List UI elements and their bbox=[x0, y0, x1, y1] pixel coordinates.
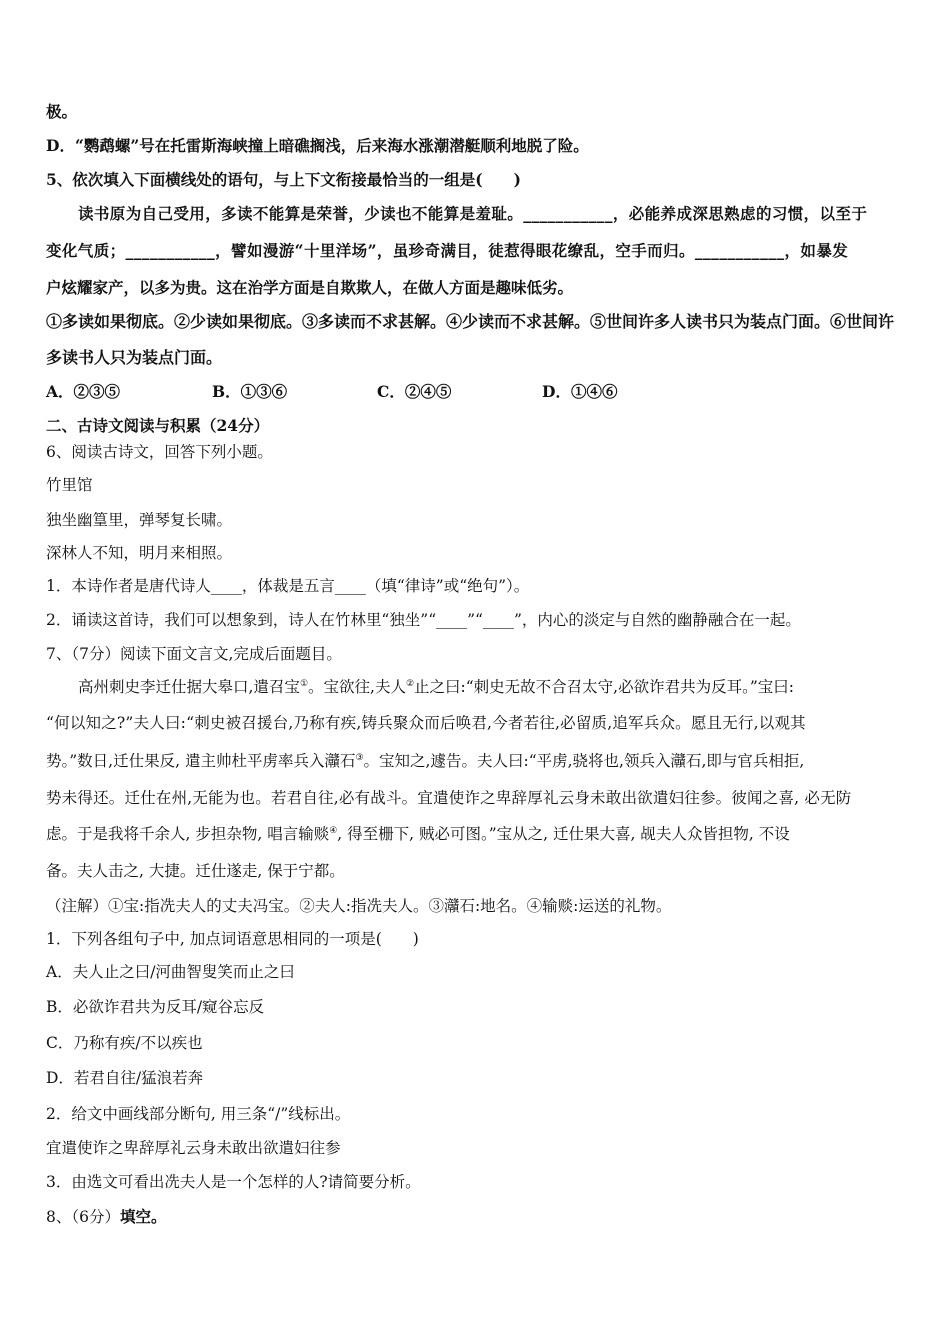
question-6-stem: 6、阅读古诗文，回答下列小题。 bbox=[46, 443, 273, 461]
subquestion: 3．由选文可看出冼夫人是一个怎样的人?请简要分析。 bbox=[46, 1173, 421, 1191]
sentence-to-punctuate: 宜遣使诈之卑辞厚礼云身未敢出欲遣妇往参 bbox=[46, 1139, 341, 1157]
question-7-stem: 7、（7分）阅读下面文言文,完成后面题目。 bbox=[46, 645, 342, 663]
subquestion: 2．给文中画线部分断句, 用三条“/”线标出。 bbox=[46, 1105, 351, 1123]
classical-passage-line: 势。”数日,迁仕果反, 遣主帅杜平虏率兵入灨石③。宝知之,遽告。夫人曰:“平虏,骁将也,领兵入灨石,即与官兵相拒, bbox=[46, 752, 805, 770]
text-line: 极。 bbox=[46, 102, 78, 121]
subquestion: 1．下列各组句子中, 加点词语意思相同的一项是( ) bbox=[46, 930, 419, 948]
classical-passage-line: 虑。于是我将千余人, 步担杂物, 唱言输赕④, 得至栅下, 贼必可图。”宝从之, 迁仕果大喜, 觇夫人众皆担物, 不设 bbox=[46, 825, 790, 843]
option-d: D．①④⑥ bbox=[542, 382, 618, 401]
answer-option: B．必欲诈君共为反耳/窥谷忘反 bbox=[46, 998, 265, 1016]
passage-line: 户炫耀家产，以多为贵。这在治学方面是自欺欺人，在做人方面是趣味低劣。 bbox=[46, 278, 574, 297]
section-heading: 二、古诗文阅读与积累（24分） bbox=[46, 416, 270, 435]
poem-line: 深林人不知，明月来相照。 bbox=[46, 544, 233, 562]
classical-passage-line: “何以知之?”夫人曰:“刺史被召援台,乃称有疾,铸兵聚众而后唤君,今者若往,必留质,追军兵众。愿且无行,以观其 bbox=[46, 714, 806, 732]
option-c: C．②④⑤ bbox=[377, 382, 452, 401]
classical-passage-line: 备。夫人击之, 大捷。迁仕遂走, 保于宁都。 bbox=[46, 862, 345, 880]
poem-line: 独坐幽篁里，弹琴复长啸。 bbox=[46, 511, 233, 529]
answer-option: D．若君自往/猛浪若奔 bbox=[46, 1069, 204, 1087]
question-5-stem: 5、依次填入下面横线处的语句，与上下文衔接最恰当的一组是( ) bbox=[46, 170, 521, 189]
choices-line: 多读书人只为装点门面。 bbox=[46, 348, 223, 367]
subquestion: 1．本诗作者是唐代诗人____，体裁是五言____（填“律诗”或“绝句”）。 bbox=[46, 577, 530, 595]
passage-line: 变化气质；___________，譬如漫游“十里洋场”，虽珍奇满目，徒惹得眼花缭乱，空手而归。___________，如暴发 bbox=[46, 241, 849, 260]
option-b: B．①③⑥ bbox=[212, 382, 288, 401]
answer-option: C．乃称有疾/不以疾也 bbox=[46, 1034, 203, 1052]
classical-passage-line: 势未得还。迁仕在州,无能为也。若君自往,必有战斗。宜遣使诈之卑辞厚礼云身未敢出欲遣妇往参。彼闻之喜, 必无防 bbox=[46, 789, 852, 807]
answer-option: A．夫人止之曰/河曲智叟笑而止之曰 bbox=[46, 963, 295, 981]
classical-passage-line: 高州刺史李迁仕据大皋口,遣召宝①。宝欲往,夫人②止之曰:“刺史无故不合召太守,必欲诈君共为反耳。”宝曰: bbox=[78, 678, 795, 696]
option-d-statement: D．“鹦鹉螺”号在托雷斯海峡撞上暗礁搁浅，后来海水涨潮潜艇顺利地脱了险。 bbox=[46, 136, 589, 155]
passage-line: 读书原为自己受用，多读不能算是荣誉，少读也不能算是羞耻。___________，必能养成深思熟虑的习惯，以至于 bbox=[78, 204, 868, 223]
choices-line: ①多读如果彻底。②少读如果彻底。③多读而不求甚解。④少读而不求甚解。⑤世间许多人读书只为装点门面。⑥世间许 bbox=[46, 312, 895, 331]
subquestion: 2．诵读这首诗，我们可以想象到，诗人在竹林里“独坐”“____”“____”，内心的淡定与自然的幽静融合在一起。 bbox=[46, 611, 801, 629]
option-a: A．②③⑤ bbox=[46, 382, 121, 401]
annotation: （注解）①宝:指冼夫人的丈夫冯宝。②夫人:指冼夫人。③灨石:地名。④输赕:运送的礼物。 bbox=[46, 897, 672, 915]
poem-title: 竹里馆 bbox=[46, 476, 93, 494]
question-8-stem: 8、（6分）填空。 bbox=[46, 1207, 167, 1226]
